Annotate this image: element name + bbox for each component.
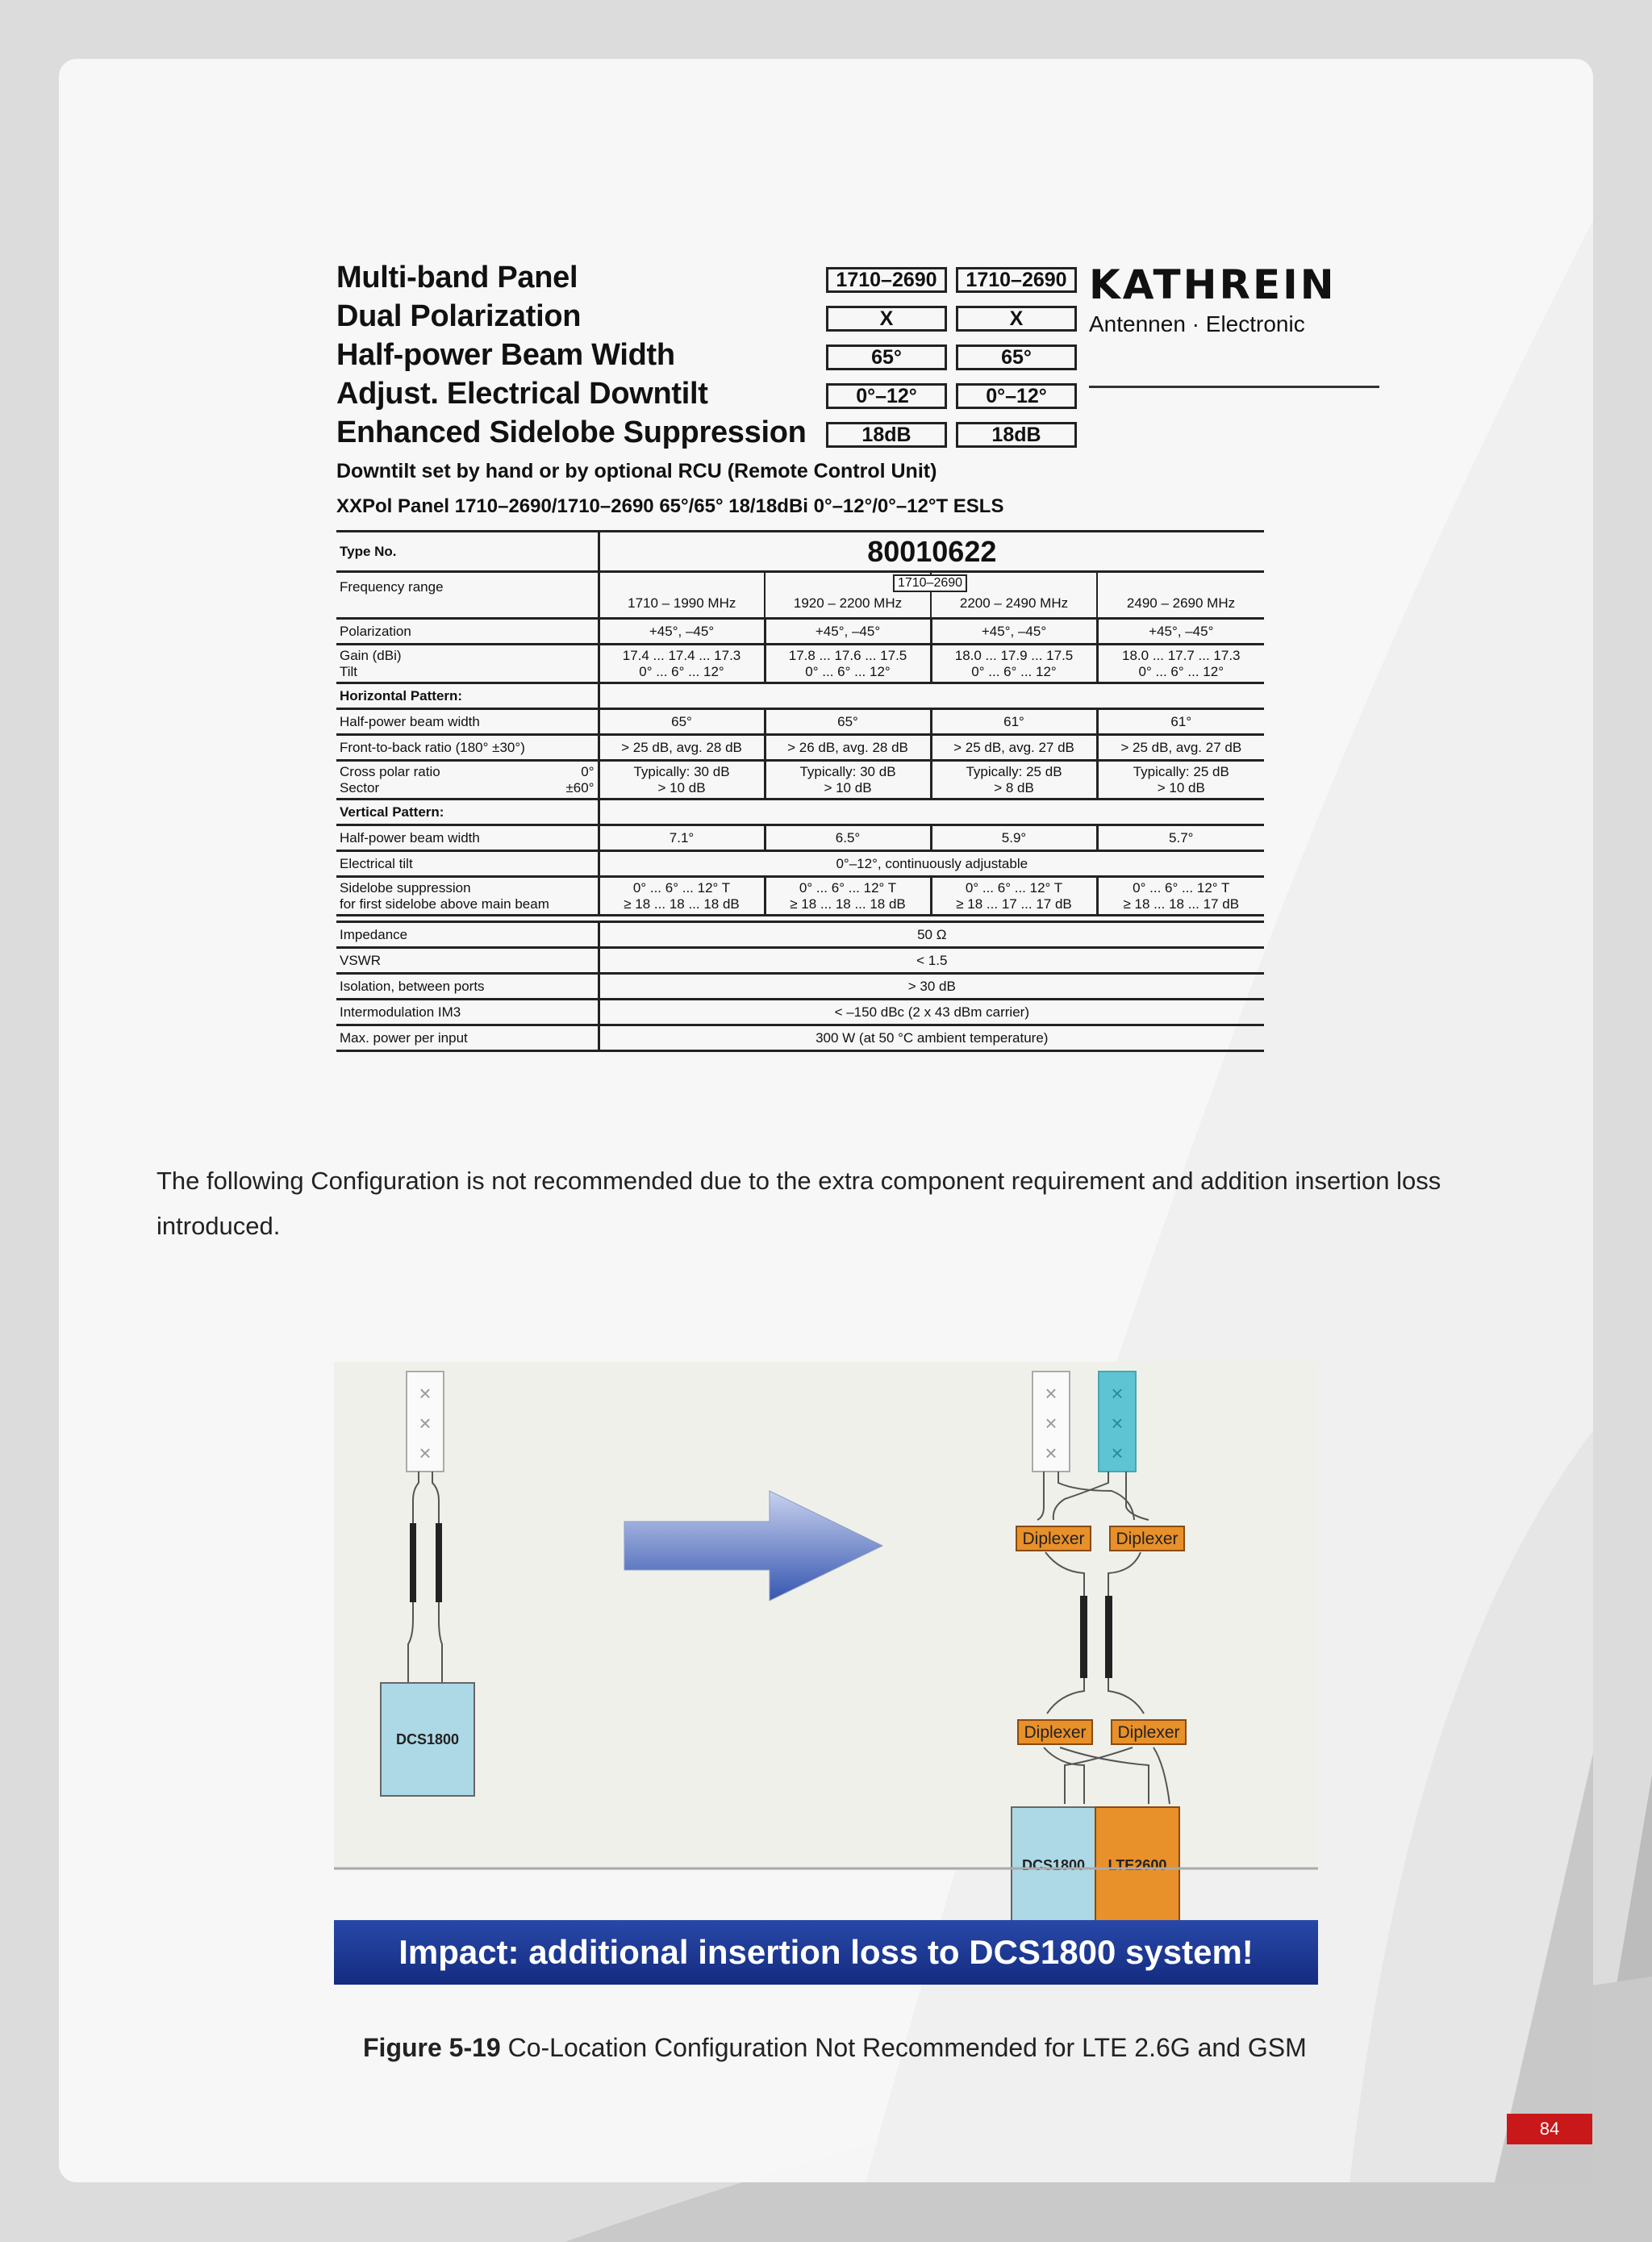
- ftb-2: > 26 dB, avg. 28 dB: [765, 735, 931, 761]
- pol-1: +45°, –45°: [599, 619, 765, 645]
- pol-label: Polarization: [336, 619, 599, 645]
- xpol-min-4: > 10 dB: [1157, 779, 1205, 795]
- figure-text: Co-Location Configuration Not Recommended for LTE 2.6G and GSM: [500, 2033, 1307, 2062]
- table-row: [336, 800, 1264, 825]
- gain-cell-3: [931, 645, 1097, 683]
- xpol-min-2: > 10 dB: [824, 779, 872, 795]
- table-row: [336, 1025, 1264, 1051]
- pol-4: +45°, –45°: [1097, 619, 1264, 645]
- sector-line: [340, 780, 594, 796]
- ftb-4: > 25 dB, avg. 27 dB: [1097, 735, 1264, 761]
- table-row: [336, 532, 1264, 572]
- svg-text:×: ×: [1111, 1381, 1124, 1405]
- tilt-1: 0° ... 6° ... 12°: [639, 663, 724, 679]
- svg-text:×: ×: [1045, 1411, 1058, 1435]
- xpol-cell-2: [765, 761, 931, 800]
- table-row: [336, 735, 1264, 761]
- lte-antenna-icon: [1099, 1372, 1136, 1472]
- gain-cell-2: [765, 645, 931, 683]
- xpol-label: Cross polar ratio: [340, 763, 440, 779]
- diagram-svg: [334, 1362, 1318, 1873]
- ds-box-pol-1: X: [826, 306, 947, 332]
- vertical-pattern-heading: Vertical Pattern:: [336, 800, 599, 825]
- hpbw-v-2: 6.5°: [765, 825, 931, 851]
- band-2-cell: [765, 572, 963, 619]
- body-paragraph: The following Configuration is not recommended due to the extra component requirement and addition insertion loss introduced.: [156, 1167, 1441, 1240]
- figure-label: Figure 5-19: [363, 2033, 501, 2062]
- band-2: 1920 – 2200 MHz: [793, 595, 903, 611]
- ds-box-tilt-2: 0°–12°: [956, 383, 1077, 409]
- diplexer-bottom-right: [1112, 1720, 1186, 1744]
- left-feeder-1: [410, 1523, 416, 1602]
- hpbw-v-3: 5.9°: [931, 825, 1097, 851]
- gain-tilt-label: [336, 645, 599, 683]
- ds-title-downtilt: Adjust. Electrical Downtilt: [336, 377, 708, 411]
- xpol-typ-2: Typically: 30 dB: [799, 763, 896, 779]
- ds-box-sls-2: 18dB: [956, 422, 1077, 448]
- right-dcs-label: DCS1800: [1021, 1857, 1086, 1873]
- ds-box-tilt-1: 0°–12°: [826, 383, 947, 409]
- xpol-deg: 0°: [581, 763, 594, 779]
- right-arrow-icon: [624, 1491, 882, 1601]
- gain-cell-4: [1097, 645, 1264, 683]
- svg-text:×: ×: [1045, 1441, 1058, 1465]
- sls-val-3: ≥ 18 ... 17 ... 17 dB: [956, 896, 1072, 912]
- pwr-value: 300 W (at 50 °C ambient temperature): [599, 1025, 1264, 1051]
- iso-value: > 30 dB: [599, 974, 1264, 1000]
- right-antenna-icon: [1032, 1372, 1070, 1472]
- xpol-min-1: > 10 dB: [657, 779, 706, 795]
- freq-label: Frequency range: [336, 572, 599, 619]
- colocation-diagram: [334, 1362, 1318, 1873]
- xpol-typ-1: Typically: 30 dB: [633, 763, 730, 779]
- hpbw-h-4: 61°: [1097, 709, 1264, 735]
- pol-2: +45°, –45°: [765, 619, 931, 645]
- im3-label: Intermodulation IM3: [336, 1000, 599, 1025]
- hpbw-h-2: 65°: [765, 709, 931, 735]
- sls-cell-3: [931, 877, 1097, 916]
- etilt-value: 0°–12°, continuously adjustable: [599, 851, 1264, 877]
- right-feeder-2: [1105, 1596, 1112, 1678]
- figure-caption: [363, 2033, 1307, 2063]
- table-row: [336, 572, 1264, 619]
- type-number: 80010622: [599, 532, 1264, 572]
- xpol-typ-4: Typically: 25 dB: [1133, 763, 1229, 779]
- table-row: [336, 825, 1264, 851]
- impact-banner: Impact: additional insertion loss to DCS1800 system!: [334, 1920, 1318, 1985]
- table-row: [336, 948, 1264, 974]
- im3-value: < –150 dBc (2 x 43 dBm carrier): [599, 1000, 1264, 1025]
- svg-text:×: ×: [1045, 1381, 1058, 1405]
- spacer-cell: [336, 916, 1264, 922]
- table-row: [336, 645, 1264, 683]
- gain-4: 18.0 ... 17.7 ... 17.3: [1122, 647, 1241, 663]
- logo-divider: [1089, 386, 1379, 388]
- hpbw-h-1: 65°: [599, 709, 765, 735]
- xpol-cell-1: [599, 761, 765, 800]
- diplexer-top-left: [1016, 1526, 1091, 1551]
- xpol-cell-3: [931, 761, 1097, 800]
- sls-tilt-2: 0° ... 6° ... 12° T: [799, 879, 897, 896]
- iso-label: Isolation, between ports: [336, 974, 599, 1000]
- left-dcs-label: DCS1800: [395, 1731, 460, 1747]
- gain-cell-1: [599, 645, 765, 683]
- xpol-min-3: > 8 dB: [994, 779, 1034, 795]
- sector-deg: ±60°: [565, 779, 594, 795]
- empty-cell: [599, 800, 1264, 825]
- diplexer-label: Diplexer: [1116, 1530, 1179, 1548]
- kathrein-logo: [1089, 261, 1379, 337]
- logo-subtitle: Antennen · Electronic: [1089, 311, 1305, 336]
- ds-note: Downtilt set by hand or by optional RCU (Remote Control Unit): [336, 460, 937, 482]
- table-row: [336, 619, 1264, 645]
- sls-label-1: Sidelobe suppression: [340, 879, 471, 896]
- sector-label: Sector: [340, 779, 380, 795]
- sls-tilt-3: 0° ... 6° ... 12° T: [965, 879, 1063, 896]
- table-row: [336, 877, 1264, 916]
- svg-text:×: ×: [1111, 1411, 1124, 1435]
- ds-title-hpbw: Half-power Beam Width: [336, 338, 675, 372]
- left-antenna-icon: [407, 1372, 444, 1472]
- imp-label: Impedance: [336, 922, 599, 948]
- ds-title-multiband: Multi-band Panel: [336, 261, 578, 294]
- pwr-label: Max. power per input: [336, 1025, 599, 1051]
- sls-cell-2: [765, 877, 931, 916]
- hpbw-v-label: Half-power beam width: [336, 825, 599, 851]
- band-1: 1710 – 1990 MHz: [599, 572, 765, 619]
- gain-label: Gain (dBi): [340, 647, 402, 663]
- sls-val-1: ≥ 18 ... 18 ... 18 dB: [624, 896, 740, 912]
- table-row: [336, 761, 1264, 800]
- right-cabling: [1037, 1472, 1170, 1804]
- table-row: [336, 1000, 1264, 1025]
- sls-label-2: for first sidelobe above main beam: [340, 896, 549, 912]
- pol-3: +45°, –45°: [931, 619, 1097, 645]
- diplexer-label: Diplexer: [1117, 1723, 1180, 1742]
- ds-box-sls-1: 18dB: [826, 422, 947, 448]
- table-spacer: [336, 916, 1264, 922]
- table-row: [336, 922, 1264, 948]
- xpol-line: [340, 764, 594, 780]
- ds-box-pol-2: X: [956, 306, 1077, 332]
- horizontal-pattern-heading: Horizontal Pattern:: [336, 683, 599, 709]
- gain-1: 17.4 ... 17.4 ... 17.3: [622, 647, 741, 663]
- sls-label-cell: [336, 877, 599, 916]
- table-row: [336, 683, 1264, 709]
- diplexer-bottom-left: [1018, 1720, 1092, 1744]
- svg-text:×: ×: [419, 1381, 432, 1405]
- hpbw-h-label: Half-power beam width: [336, 709, 599, 735]
- type-label: Type No.: [336, 532, 599, 572]
- xpol-label-cell: [336, 761, 599, 800]
- logo-wordmark: KATHREIN: [1089, 261, 1337, 308]
- ds-box-band-1: 1710–2690: [826, 267, 947, 293]
- tilt-label: Tilt: [340, 663, 358, 679]
- hpbw-v-4: 5.7°: [1097, 825, 1264, 851]
- diplexer-top-right: [1110, 1526, 1184, 1551]
- ftb-1: > 25 dB, avg. 28 dB: [599, 735, 765, 761]
- ds-box-hpbw-2: 65°: [956, 344, 1077, 370]
- sls-tilt-4: 0° ... 6° ... 12° T: [1133, 879, 1230, 896]
- svg-text:×: ×: [419, 1441, 432, 1465]
- diplexer-label: Diplexer: [1022, 1530, 1085, 1548]
- ds-title-dual-pol: Dual Polarization: [336, 299, 582, 333]
- table-row: [336, 709, 1264, 735]
- xpol-cell-4: [1097, 761, 1264, 800]
- spec-table: [336, 530, 1264, 1052]
- ds-box-band-2: 1710–2690: [956, 267, 1077, 293]
- page-number: 84: [1507, 2114, 1592, 2144]
- ds-title-sidelobe: Enhanced Sidelobe Suppression: [336, 415, 807, 449]
- svg-text:×: ×: [1111, 1441, 1124, 1465]
- svg-text:×: ×: [419, 1411, 432, 1435]
- left-feeder-2: [436, 1523, 442, 1602]
- document-page: [59, 59, 1593, 2182]
- sls-cell-1: [599, 877, 765, 916]
- xpol-typ-3: Typically: 25 dB: [966, 763, 1062, 779]
- etilt-label: Electrical tilt: [336, 851, 599, 877]
- hpbw-v-1: 7.1°: [599, 825, 765, 851]
- diplexer-label: Diplexer: [1024, 1723, 1087, 1742]
- band-4: 2490 – 2690 MHz: [1097, 572, 1264, 619]
- ftb-label: Front-to-back ratio (180° ±30°): [336, 735, 599, 761]
- gain-2: 17.8 ... 17.6 ... 17.5: [788, 647, 907, 663]
- freq-box: 1710–2690: [893, 574, 967, 592]
- vswr-label: VSWR: [336, 948, 599, 974]
- sls-val-2: ≥ 18 ... 18 ... 18 dB: [790, 896, 906, 912]
- right-feeder-1: [1080, 1596, 1087, 1678]
- ftb-3: > 25 dB, avg. 27 dB: [931, 735, 1097, 761]
- band-3: 2200 – 2490 MHz: [931, 572, 1097, 619]
- gain-3: 18.0 ... 17.9 ... 17.5: [954, 647, 1074, 663]
- sls-val-4: ≥ 18 ... 18 ... 17 dB: [1123, 896, 1240, 912]
- lte-label: LTE2600: [1108, 1857, 1167, 1873]
- empty-cell: [599, 683, 1264, 709]
- tilt-3: 0° ... 6° ... 12°: [971, 663, 1057, 679]
- table-row: [336, 974, 1264, 1000]
- imp-value: 50 Ω: [599, 922, 1264, 948]
- sls-cell-4: [1097, 877, 1264, 916]
- sls-tilt-1: 0° ... 6° ... 12° T: [632, 879, 731, 896]
- ds-subtitle: XXPol Panel 1710–2690/1710–2690 65°/65° 18/18dBi 0°–12°/0°–12°T ESLS: [336, 495, 1004, 517]
- table-row: [336, 851, 1264, 877]
- tilt-4: 0° ... 6° ... 12°: [1138, 663, 1224, 679]
- vswr-value: < 1.5: [599, 948, 1264, 974]
- hpbw-h-3: 61°: [931, 709, 1097, 735]
- tilt-2: 0° ... 6° ... 12°: [805, 663, 891, 679]
- ds-box-hpbw-1: 65°: [826, 344, 947, 370]
